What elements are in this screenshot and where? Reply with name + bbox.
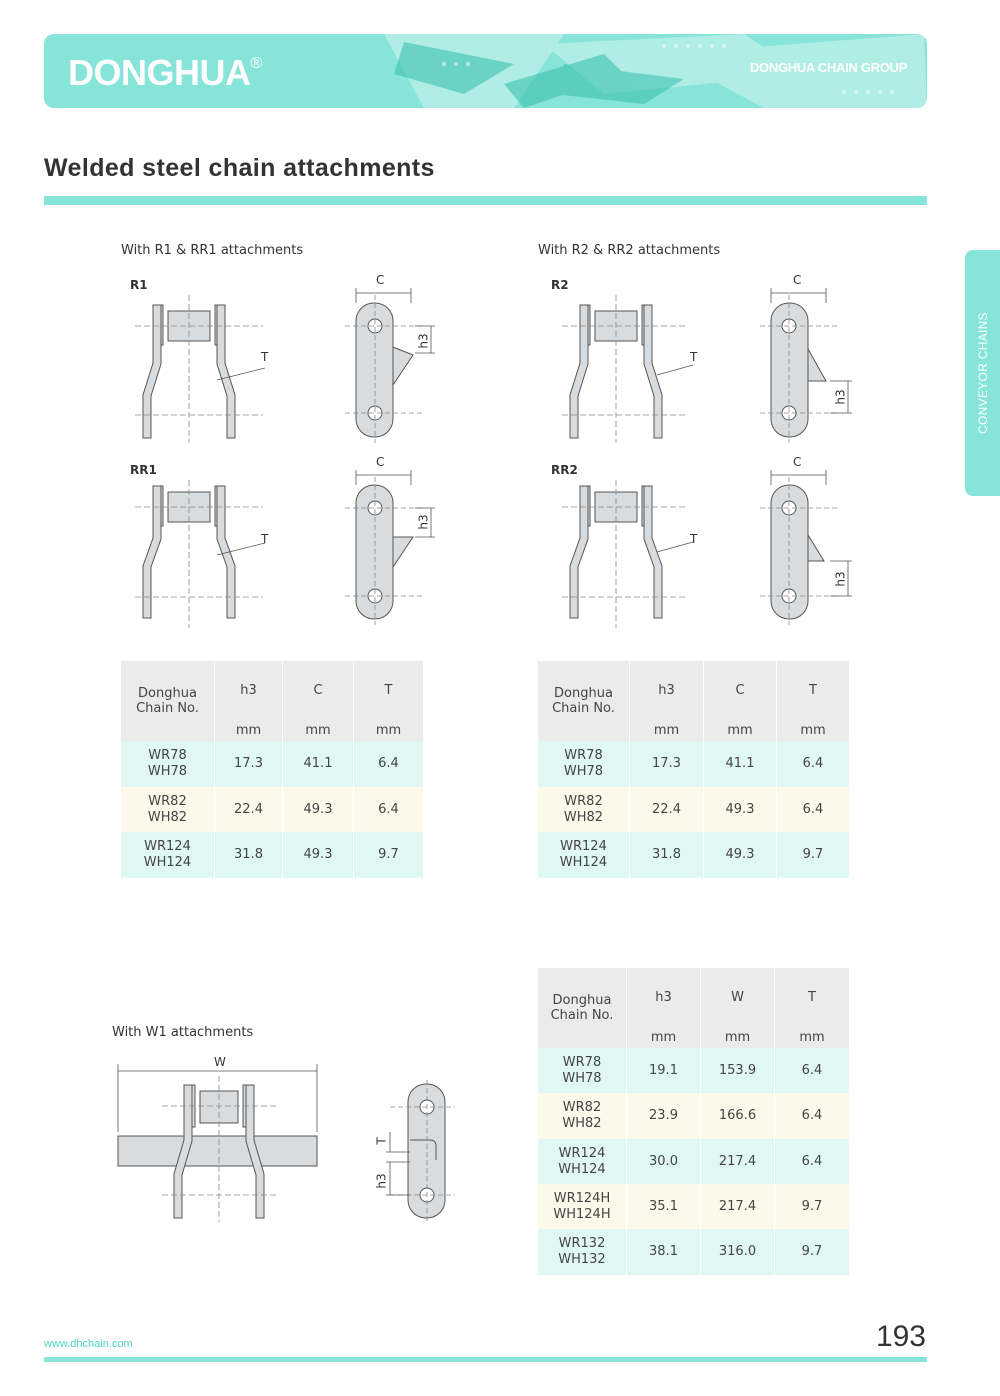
group-name: DONGHUA CHAIN GROUP <box>749 60 907 75</box>
footer-rule <box>44 1357 927 1362</box>
w1-w-label: W <box>214 1055 226 1069</box>
rr1-c-label: C <box>376 455 385 469</box>
header-banner <box>44 34 927 108</box>
unit-t: mm <box>354 719 424 741</box>
col-header-chain-no: Donghua Chain No. <box>121 661 215 741</box>
col-header-c: C <box>704 661 777 719</box>
rr2-side-drawing <box>545 480 698 630</box>
r2-section-caption: With R2 & RR2 attachments <box>538 243 721 258</box>
table-row: WR82 WH82 22.4 49.3 6.4 <box>538 787 850 832</box>
r1-c-label: C <box>376 273 385 287</box>
col-header-w: W <box>701 968 775 1026</box>
rr1-end-drawing <box>345 467 440 627</box>
rr2-h3-label: h3 <box>833 571 848 587</box>
unit-t: mm <box>777 719 850 741</box>
col-header-chain-no: Donghua Chain No. <box>538 968 627 1048</box>
unit-h3: mm <box>627 1026 701 1048</box>
unit-c: mm <box>283 719 354 741</box>
unit-t: mm <box>775 1026 850 1048</box>
r2-label: R2 <box>551 278 569 292</box>
r1-label: R1 <box>130 278 148 292</box>
col-header-h3: h3 <box>630 661 704 719</box>
col-header-h3: h3 <box>627 968 701 1026</box>
w1-t-label: T <box>374 1137 389 1145</box>
rr2-c-label: C <box>793 455 802 469</box>
rr1-t-label: T <box>261 532 269 546</box>
table-row: WR82 WH82 23.9 166.6 6.4 <box>538 1093 850 1139</box>
table-row: WR124 WH124 31.8 49.3 9.7 <box>121 832 424 878</box>
table-row: WR78 WH78 17.3 41.1 6.4 <box>538 741 850 787</box>
r2-end-drawing <box>760 285 855 445</box>
r2-c-label: C <box>793 273 802 287</box>
page-title: Welded steel chain attachments <box>44 154 435 182</box>
r1-h3-label: h3 <box>416 333 431 349</box>
unit-c: mm <box>704 719 777 741</box>
r1-side-drawing <box>125 295 275 445</box>
unit-h3: mm <box>215 719 283 741</box>
table-row: WR78 WH78 17.3 41.1 6.4 <box>121 741 424 787</box>
col-header-h3: h3 <box>215 661 283 719</box>
w1-side-drawing <box>112 1060 324 1225</box>
w1-h3-label: h3 <box>374 1173 389 1189</box>
table-row: WR132 WH132 38.1 316.0 9.7 <box>538 1229 850 1275</box>
r2-spec-table <box>538 661 850 878</box>
unit-h3: mm <box>630 719 704 741</box>
table-row: WR124 WH124 31.8 49.3 9.7 <box>538 832 850 878</box>
r1-spec-table <box>121 661 424 878</box>
col-header-t: T <box>775 968 850 1026</box>
col-header-chain-no: Donghua Chain No. <box>538 661 630 741</box>
r1-end-drawing <box>345 285 440 445</box>
brand-logo: DONGHUA® <box>68 52 262 93</box>
r2-t-label: T <box>690 350 698 364</box>
rr2-end-drawing <box>760 467 855 627</box>
col-header-t: T <box>354 661 424 719</box>
table-row: WR124H WH124H 35.1 217.4 9.7 <box>538 1184 850 1229</box>
w1-spec-table <box>538 968 850 1275</box>
r2-side-drawing <box>545 295 698 445</box>
r2-h3-label: h3 <box>833 389 848 405</box>
rr1-label: RR1 <box>130 463 157 477</box>
r1-section-caption: With R1 & RR1 attachments <box>121 243 304 258</box>
page-number: 193 <box>875 1320 926 1353</box>
rr1-h3-label: h3 <box>416 514 431 530</box>
footer-url[interactable]: www.dhchain.com <box>44 1338 133 1350</box>
table-row: WR82 WH82 22.4 49.3 6.4 <box>121 787 424 832</box>
title-underline <box>44 196 927 205</box>
side-tab: CONVEYOR CHAINS <box>965 250 1000 496</box>
r1-t-label: T <box>261 350 269 364</box>
rr2-t-label: T <box>690 532 698 546</box>
w1-end-drawing <box>370 1080 460 1225</box>
w1-section-caption: With W1 attachments <box>112 1025 254 1040</box>
col-header-t: T <box>777 661 850 719</box>
table-row: WR124 WH124 30.0 217.4 6.4 <box>538 1139 850 1184</box>
col-header-c: C <box>283 661 354 719</box>
unit-w: mm <box>701 1026 775 1048</box>
rr2-label: RR2 <box>551 463 578 477</box>
rr1-side-drawing <box>125 480 275 630</box>
table-row: WR78 WH78 19.1 153.9 6.4 <box>538 1048 850 1093</box>
